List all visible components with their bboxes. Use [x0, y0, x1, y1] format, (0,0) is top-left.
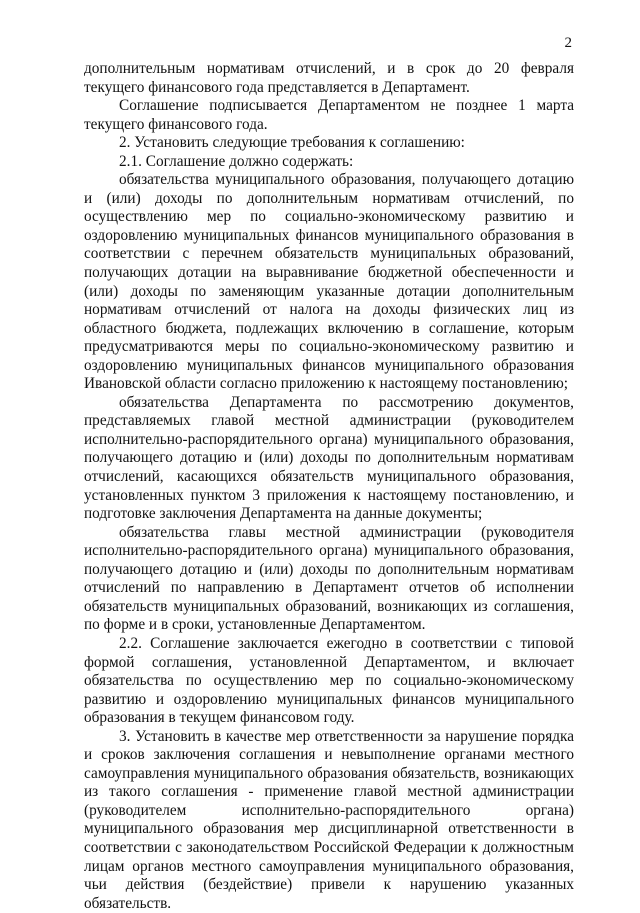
paragraph-signing-deadline: Соглашение подписывается Департаментом не позднее 1 марта текущего финансового года.: [84, 97, 574, 133]
paragraph-head-obligations: обязательства главы местной администрации (руководителя исполнительно-распорядительного органа) муниципального образования, получающего дотацию и (или) доходы по дополнительным нормативам отчислений по направлению в Департамент отчетов об исполнении обязательств муниципальных образований, возникающих из соглашения, по форме и в сроки, установленные Департаментом.: [84, 523, 574, 634]
page-number: 2: [564, 35, 572, 51]
paragraph-department-obligations: обязательства Департамента по рассмотрению документов, представляемых главой местной администрации (руководителем исполнительно-распорядительного органа) муниципального образования, получающего дотацию и (или) доходы по дополнительным нормативам отчислений, касающихся обязательств муниципального образования, установленных пунктом 3 приложения к настоящему постановлению, и подготовке заключения Департамента на данные документы;: [84, 393, 574, 523]
paragraph-continuation: дополнительным нормативам отчислений, и в срок до 20 февраля текущего финансового года представляется в Департамент.: [84, 60, 574, 96]
paragraph-item-2: 2. Установить следующие требования к соглашению:: [119, 134, 465, 152]
paragraph-item-2-1: 2.1. Соглашение должно содержать:: [119, 152, 354, 170]
paragraph-item-2-2: 2.2. Соглашение заключается ежегодно в соответствии с типовой формой соглашения, установленной Департаментом, и включает обязательства по осуществлению мер по социально-экономическому развитию и оздоровлению муниципальных финансов муниципального образования в текущем финансовом году.: [84, 634, 574, 727]
document-body: [84, 60, 574, 913]
paragraph-item-3: 3. Установить в качестве мер ответственности за нарушение порядка и сроков заключения соглашения и невыполнение органами местного самоуправления муниципального образования обязательств, возникающих из такого соглашения - применение главой местной администрации (руководителем исполнительно-распорядительного органа) муниципального образования мер дисциплинарной ответственности в соответствии с законодательством Российской Федерации к должностным лицам органов местного самоуправления муниципального образования, чьи действия (бездействие) привели к нарушению указанных обязательств.: [84, 727, 574, 912]
paragraph-municipal-obligations: обязательства муниципального образования, получающего дотацию и (или) доходы по дополнительным нормативам отчислений, по осуществлению мер по социально-экономическому развитию и оздоровлению муниципальных финансов муниципального образования в соответствии с перечнем обязательств муниципальных образований, получающих дотации на выравнивание бюджетной обеспеченности и (или) доходы по заменяющим указанные дотации дополнительным нормативам отчислений от налога на доходы физических лиц из областного бюджета, подлежащих включению в соглашение, которым предусматриваются меры по социально-экономическому развитию и оздоровлению муниципальных финансов муниципального образования Ивановской области согласно приложению к настоящему постановлению;: [84, 171, 574, 393]
